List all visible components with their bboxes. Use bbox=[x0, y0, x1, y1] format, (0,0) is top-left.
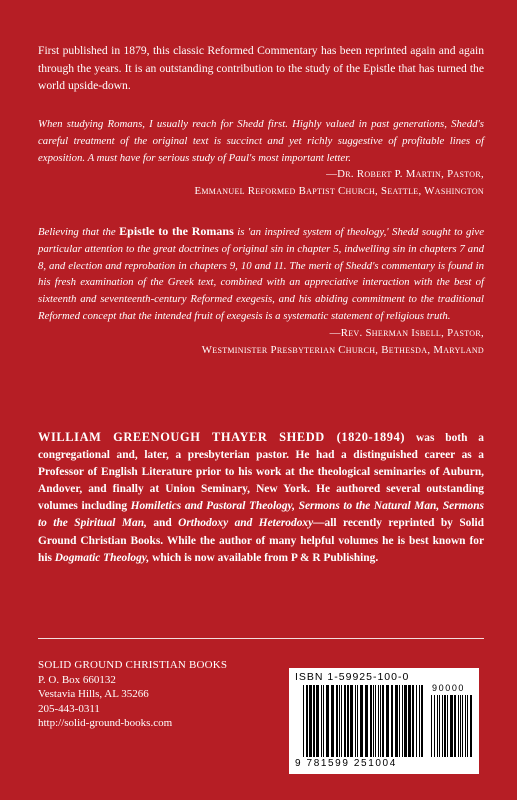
book-title: Dogmatic Theology, bbox=[54, 551, 150, 564]
endorsement-martin-church: Emmanuel Reformed Baptist Church, Seattle, Washington bbox=[194, 185, 484, 198]
barcode-bar bbox=[467, 695, 468, 757]
publisher-address-line2: Vestavia Hills, AL 35266 bbox=[38, 688, 149, 701]
addon-barcode-bars bbox=[431, 695, 473, 757]
barcode-bar bbox=[399, 685, 400, 757]
epistle-title: Epistle to the Romans bbox=[119, 224, 234, 238]
isbn-barcode bbox=[289, 668, 479, 774]
barcode-bar bbox=[380, 685, 381, 757]
bio-text: was both a congregational and, later, a presbyterian pastor. He had a distinguished career as a Professor of English Literature prior to his work at the theological seminaries of Auburn, Andover, and finally at Union Seminary, New York. He authored several outstanding volumes including bbox=[38, 432, 484, 513]
endorsement-isbell-name: —Rev. Sherman Isbell, Pastor, bbox=[329, 326, 484, 339]
isbell-text-after: is 'an inspired system of theology,' Shedd sought to give particular attention to the great doctrines of original sin in chapter 5, indwelling sin in chapters 7 and 8, and election and reprobation in chapters 9, 10 and 11. The merit of Shedd's commentary is found in his fresh examination of the Greek text, combined with an appreciative interaction with the best of sixteenth and seventeenth-century Reformed exegesis, and his abiding commitment to the traditional Reformed concept that the intended fruit of exegesis is a systematic statement of religious truth. bbox=[38, 226, 484, 322]
barcode-bar bbox=[321, 685, 322, 757]
barcode-bar bbox=[431, 695, 432, 757]
publisher-url: http://solid-ground-books.com bbox=[38, 717, 173, 730]
publisher-address-line1: P. O. Box 660132 bbox=[38, 673, 116, 686]
barcode-bar bbox=[331, 685, 334, 757]
barcode-bar bbox=[323, 685, 324, 757]
barcode-bar bbox=[437, 695, 438, 757]
book-title: Homiletics and Pastoral Theology, bbox=[130, 500, 296, 513]
barcode-bar bbox=[419, 685, 420, 757]
intro-paragraph: First published in 1879, this classic Reformed Commentary has been reprinted again and again through the years. It is an outstanding contribution to the study of the Epistle that has turned the world upside-down. bbox=[38, 44, 484, 92]
barcode-bar bbox=[360, 685, 363, 757]
barcode-bar bbox=[460, 695, 461, 757]
endorsement-martin-text: When studying Romans, I usually reach for Shedd first. Highly valued in past generations, Shedd's careful treatment of the original text is succinct and yet richly suggestive of profitable lines of exposition. A must have for serious study of Paul's most important letter. bbox=[38, 118, 484, 164]
isbell-text-before: Believing that the bbox=[38, 226, 120, 238]
ean-barcode-bars bbox=[303, 685, 427, 757]
barcode-bar bbox=[444, 695, 446, 757]
barcode-bar bbox=[355, 685, 356, 757]
barcode-bar bbox=[350, 685, 353, 757]
divider-rule bbox=[38, 638, 484, 639]
barcode-bar bbox=[341, 685, 342, 757]
barcode-bar bbox=[458, 695, 459, 757]
book-title: Sermons to the Spiritual Man, bbox=[38, 500, 484, 530]
barcode-bar bbox=[454, 695, 456, 757]
barcode-bar bbox=[382, 685, 384, 757]
bio-text: which is now available from P & R Publishing. bbox=[149, 551, 379, 564]
barcode-bar bbox=[465, 695, 466, 757]
endorsement-isbell-text bbox=[38, 223, 484, 325]
barcode-bar bbox=[408, 685, 411, 757]
barcode-bar bbox=[462, 695, 463, 757]
endorsement-isbell bbox=[38, 223, 484, 358]
barcode-bar bbox=[395, 685, 398, 757]
barcode-bar bbox=[347, 685, 349, 757]
author-name: WILLIAM GREENOUGH THAYER SHEDD (1820-1894) bbox=[38, 430, 406, 444]
author-bio bbox=[38, 429, 484, 567]
barcode-bar bbox=[450, 695, 453, 757]
ean-digits: 9 781599 251004 bbox=[295, 758, 397, 769]
book-title: Sermons to the Natural Man, bbox=[298, 500, 440, 513]
bio-text: —all recently reprinted by Solid Ground Christian Books. While the author of many helpful volumes he is best known for his bbox=[38, 517, 485, 564]
barcode-bar bbox=[339, 685, 340, 757]
barcode-bar bbox=[313, 685, 315, 757]
barcode-bar bbox=[439, 695, 440, 757]
barcode-bar bbox=[404, 685, 407, 757]
price-code: 90000 bbox=[432, 683, 466, 693]
barcode-bar bbox=[357, 685, 358, 757]
barcode-bar bbox=[421, 685, 423, 757]
barcode-bar bbox=[365, 685, 368, 757]
barcode-bar bbox=[378, 685, 379, 757]
publisher-block bbox=[38, 658, 278, 731]
barcode-bar bbox=[442, 695, 443, 757]
isbn-number: ISBN 1-59925-100-0 bbox=[295, 671, 410, 683]
barcode-bar bbox=[370, 685, 372, 757]
barcode-bar bbox=[402, 685, 403, 757]
barcode-bar bbox=[344, 685, 346, 757]
barcode-bar bbox=[373, 685, 374, 757]
barcode-bar bbox=[447, 695, 448, 757]
barcode-bar bbox=[375, 685, 376, 757]
endorsement-martin bbox=[38, 116, 484, 200]
bio-text: and bbox=[146, 517, 179, 530]
barcode-bar bbox=[391, 685, 393, 757]
barcode-bar bbox=[336, 685, 338, 757]
endorsement-martin-name: —Dr. Robert P. Martin, Pastor, bbox=[326, 168, 484, 181]
barcode-bar bbox=[306, 685, 308, 757]
book-title: Orthodoxy and Heterodoxy bbox=[178, 517, 314, 530]
barcode-bar bbox=[412, 685, 414, 757]
barcode-bar bbox=[316, 685, 319, 757]
publisher-phone: 205-443-0311 bbox=[38, 702, 100, 715]
endorsement-isbell-church: Westminister Presbyterian Church, Bethesda, Maryland bbox=[201, 343, 484, 356]
barcode-bar bbox=[309, 685, 312, 757]
publisher-name: SOLID GROUND CHRISTIAN BOOKS bbox=[38, 659, 228, 671]
barcode-bar bbox=[326, 685, 329, 757]
barcode-bar bbox=[416, 685, 417, 757]
barcode-bar bbox=[434, 695, 435, 757]
barcode-bar bbox=[303, 685, 304, 757]
barcode-bar bbox=[470, 695, 472, 757]
barcode-bar bbox=[386, 685, 389, 757]
